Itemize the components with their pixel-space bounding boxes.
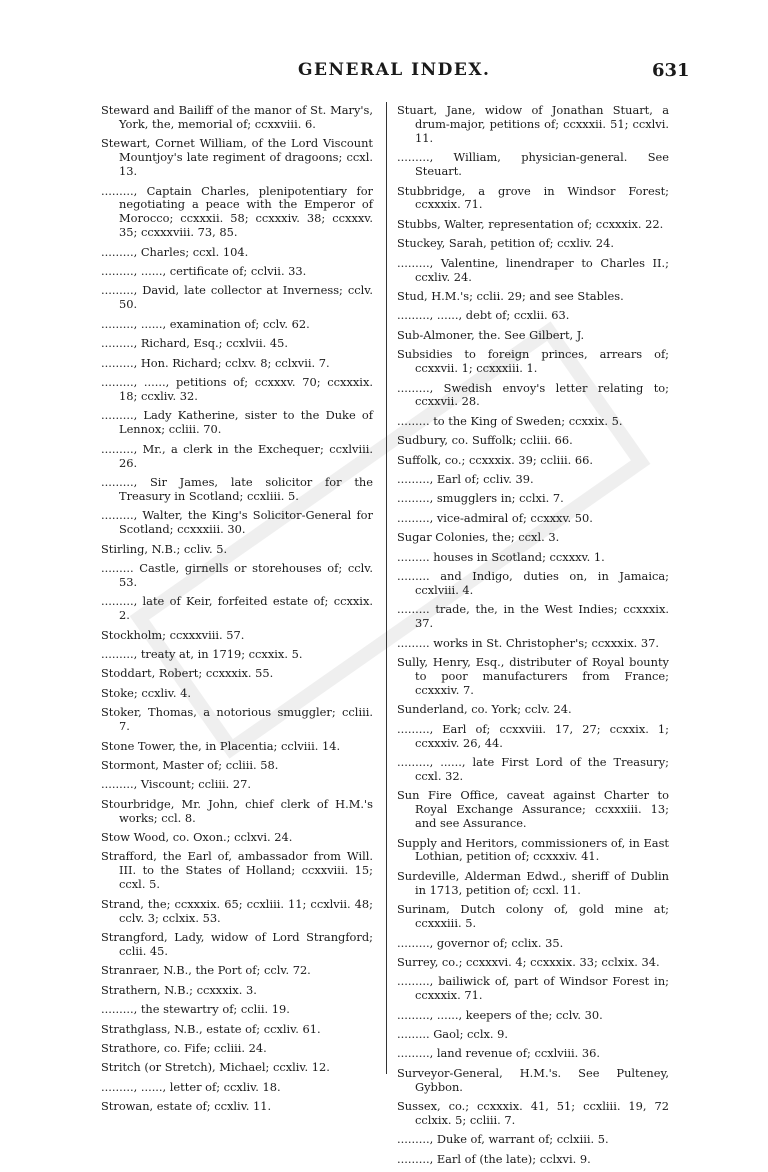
index-entry: Sugar Colonies, the; ccxl. 3.	[397, 530, 560, 545]
index-entry: Stubbridge, a grove in Windsor Forest; ccxxxix. 71.	[397, 183, 669, 212]
page-title: GENERAL INDEX.	[298, 60, 491, 80]
index-entry: Stranraer, N.B., the Port of; cclv. 72.	[101, 963, 311, 978]
index-entry: ........., David, late collector at Inverness; cclv. 50.	[101, 283, 373, 312]
index-entry: ........., ......, keepers of the; cclv. 30.	[397, 1007, 603, 1022]
index-entry: Sub-Almoner, the. See Gilbert, J.	[397, 327, 585, 342]
index-entry: ........., Earl of; ccliv. 39.	[397, 472, 534, 487]
index-entry: ........., vice-admiral of; ccxxxv. 50.	[397, 510, 593, 525]
index-entry: ........., William, physician-general. See Steuart.	[397, 150, 669, 179]
page-number: 631	[652, 60, 690, 81]
index-entry: Strathern, N.B.; ccxxxix. 3.	[101, 982, 257, 997]
index-entry: Steward and Bailiff of the manor of St. Mary's, York, the, memorial of; ccxxviii. 6.	[101, 103, 373, 131]
index-entry: Strowan, estate of; ccxliv. 11.	[101, 1099, 272, 1114]
index-entry: ........., Charles; ccxl. 104.	[101, 244, 249, 259]
index-column-right	[397, 104, 669, 1172]
index-entry: ........., ......, petitions of; ccxxxv. 70; ccxxxix. 18; ccxliv. 32.	[101, 375, 373, 403]
index-entry: ........., Hon. Richard; cclxv. 8; cclxvii. 7.	[101, 355, 330, 370]
index-column-left	[101, 104, 373, 1120]
index-entry: ......... works in St. Christopher's; ccxxxix. 37.	[397, 635, 659, 650]
index-entry: Supply and Heritors, commissioners of, in East Lothian, petition of; ccxxxiv. 41.	[397, 835, 669, 864]
index-entry: ........., Earl of; ccxxviii. 17, 27; ccxxix. 1; ccxxxiv. 26, 44.	[397, 721, 669, 750]
index-entry: ......... houses in Scotland; ccxxxv. 1.	[397, 549, 605, 564]
index-entry: ........., Swedish envoy's letter relating to; ccxxvii. 28.	[397, 380, 669, 409]
index-entry: Stirling, N.B.; ccliv. 5.	[101, 541, 228, 556]
index-entry: Strathglass, N.B., estate of; ccxliv. 61.	[101, 1021, 321, 1036]
index-entry: Strand, the; ccxxxix. 65; ccxliii. 11; ccxlvii. 48; cclv. 3; cclxix. 53.	[101, 896, 373, 925]
index-entry: Suffolk, co.; ccxxxix. 39; ccliii. 66.	[397, 452, 593, 467]
index-entry: Stuckey, Sarah, petition of; ccxliv. 24.	[397, 236, 615, 251]
index-entry: ........., ......, debt of; ccxlii. 63.	[397, 308, 570, 323]
index-entry: Stubbs, Walter, representation of; ccxxxix. 22.	[397, 216, 664, 231]
index-entry: ......... Gaol; cclx. 9.	[397, 1027, 508, 1042]
index-entry: Stud, H.M.'s; cclii. 29; and see Stables.	[397, 288, 624, 303]
index-entry: ......... trade, the, in the West Indies; ccxxxix. 37.	[397, 602, 669, 631]
index-entry: ........., governor of; cclix. 35.	[397, 935, 564, 950]
index-entry: ........., land revenue of; ccxlviii. 36.	[397, 1046, 600, 1061]
index-entry: Stoddart, Robert; ccxxxix. 55.	[101, 666, 274, 681]
index-entry: ........., Mr., a clerk in the Exchequer; ccxlviii. 26.	[101, 441, 373, 470]
index-entry: ........., the stewartry of; cclii. 19.	[101, 1002, 290, 1017]
index-entry: Surrey, co.; ccxxxvi. 4; ccxxxix. 33; cclxix. 34.	[397, 954, 660, 969]
index-entry: ......... Castle, girnells or storehouses of; cclv. 53.	[101, 560, 373, 589]
index-entry: Stoke; ccxliv. 4.	[101, 685, 192, 700]
index-entry: Stoker, Thomas, a notorious smuggler; ccliii. 7.	[101, 705, 373, 734]
index-entry: Sussex, co.; ccxxxix. 41, 51; ccxliii. 19, 72 cclxix. 5; ccliii. 7.	[397, 1099, 669, 1128]
index-entry: Surveyor-General, H.M.'s. See Pulteney, Gybbon.	[397, 1065, 669, 1094]
index-entry: Surinam, Dutch colony of, gold mine at; ccxxxiii. 5.	[397, 902, 669, 931]
index-entry: Strathore, co. Fife; ccliii. 24.	[101, 1040, 267, 1055]
index-entry: ........., Lady Katherine, sister to the Duke of Lennox; ccliii. 70.	[101, 408, 373, 437]
index-entry: Stourbridge, Mr. John, chief clerk of H.M.'s works; ccl. 8.	[101, 796, 373, 825]
index-entry: ........., Earl of (the late); cclxvi. 9.	[397, 1151, 591, 1166]
index-entry: ........., Walter, the King's Solicitor-General for Scotland; ccxxxiii. 30.	[101, 508, 373, 537]
index-entry: ........., bailiwick of, part of Windsor Forest in; ccxxxix. 71.	[397, 974, 669, 1003]
index-entry: ........., smugglers in; cclxi. 7.	[397, 491, 564, 506]
column-divider	[386, 102, 387, 1074]
index-entry: ........., Viscount; ccliii. 27.	[101, 777, 251, 792]
index-entry: ........., Sir James, late solicitor for the Treasury in Scotland; ccxliii. 5.	[101, 474, 373, 503]
index-entry: Sully, Henry, Esq., distributer of Royal bounty to poor manufacturers from France; ccxxxiv. 7.	[397, 655, 669, 697]
index-entry: ........., Valentine, linendraper to Charles II.; ccxliv. 24.	[397, 255, 669, 284]
index-entry: Sudbury, co. Suffolk; ccliii. 66.	[397, 433, 573, 448]
index-entry: Stritch (or Stretch), Michael; ccxliv. 12.	[101, 1060, 330, 1075]
index-entry: ........., ......, late First Lord of the Treasury; ccxl. 32.	[397, 755, 669, 783]
index-entry: ........., treaty at, in 1719; ccxxix. 5.	[101, 647, 303, 661]
index-entry: Stormont, Master of; ccliii. 58.	[101, 757, 279, 772]
index-entry: ........., ......, examination of; cclv. 62.	[101, 316, 310, 331]
index-entry: Sunderland, co. York; cclv. 24.	[397, 702, 572, 717]
index-entry: ......... and Indigo, duties on, in Jamaica; ccxlviii. 4.	[397, 569, 669, 597]
index-entry: Stewart, Cornet William, of the Lord Viscount Mountjoy's late regiment of dragoons; ccxl. 13.	[101, 136, 373, 179]
index-entry: ........., late of Keir, forfeited estate of; ccxxix. 2.	[101, 594, 373, 623]
index-entry: Sun Fire Office, caveat against Charter to Royal Exchange Assurance; ccxxxiii. 13; and see Assurance.	[397, 788, 669, 831]
index-entry: Stuart, Jane, widow of Jonathan Stuart, a drum-major, petitions of; ccxxxii. 51; ccxlvi. 11.	[397, 103, 669, 145]
index-entry: Subsidies to foreign princes, arrears of; ccxxvii. 1; ccxxxiii. 1.	[397, 347, 669, 376]
index-entry: Surdeville, Alderman Edwd., sheriff of Dublin in 1713, petition of; ccxl. 11.	[397, 868, 669, 897]
index-entry: ........., ......, certificate of; cclvii. 33.	[101, 264, 307, 279]
index-entry: Strafford, the Earl of, ambassador from Will. III. to the States of Holland; ccxxviii. 15; ccxl. 5.	[101, 849, 373, 892]
index-entry: ........., Richard, Esq.; ccxlvii. 45.	[101, 336, 288, 351]
index-entry: ........., Captain Charles, plenipotentiary for negotiating a peace with the Emperor of Morocco; ccxxxii. 58; ccxxxiv. 38; ccxxxv. 35; ccxxxviii. 73, 85.	[101, 183, 373, 240]
index-entry: Stone Tower, the, in Placentia; cclviii. 14.	[101, 738, 341, 753]
index-entry: Strangford, Lady, widow of Lord Strangford; cclii. 45.	[101, 930, 373, 958]
index-entry: ........., ......, letter of; ccxliv. 18.	[101, 1079, 281, 1094]
index-entry: Stockholm; ccxxxviii. 57.	[101, 627, 245, 642]
index-entry: Stow Wood, co. Oxon.; cclxvi. 24.	[101, 830, 293, 845]
index-entry: ......... to the King of Sweden; ccxxix. 5.	[397, 413, 623, 428]
index-entry: ........., Duke of, warrant of; cclxiii. 5.	[397, 1132, 609, 1147]
